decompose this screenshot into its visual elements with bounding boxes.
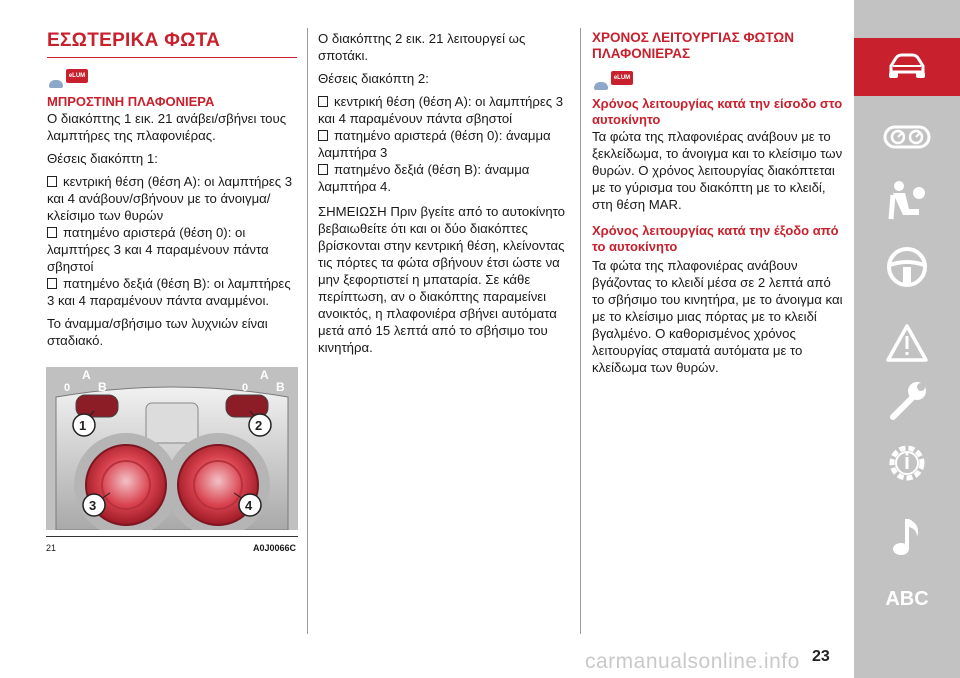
sidebar-item-multimedia[interactable] xyxy=(854,508,960,566)
chapter-sidebar xyxy=(854,0,960,678)
bullet-item: κεντρική θέση (θέση Α): οι λαμπτήρες 3 και 4 ανάβουν/σβήνουν με το άνοιγμα/κλείσιμο των θυρών xyxy=(47,173,297,224)
abc-index-label: ABC xyxy=(885,587,929,610)
sidebar-item-index[interactable] xyxy=(854,570,960,628)
dashboard-gauges-icon xyxy=(883,124,931,150)
ceiling-light-figure xyxy=(46,367,298,530)
sidebar-item-driving[interactable] xyxy=(854,238,960,296)
column-left xyxy=(47,30,297,355)
figure-number: 21 xyxy=(46,543,57,553)
callout-4: 4 xyxy=(245,498,253,513)
music-note-icon xyxy=(887,515,927,559)
bullet-item: πατημένο δεξιά (θέση Β): άναμμα λαμπτήρα 4. xyxy=(318,161,570,195)
bullet-item: πατημένο δεξιά (θέση Β): οι λαμπτήρες 3 και 4 παραμένουν πάντα αναμμένοι. xyxy=(47,275,297,309)
subsection-title: Χρόνος λειτουργίας κατά την είσοδο στο αυτοκίνητο xyxy=(592,96,843,127)
paragraph: Το άναμμα/σβήσιμο των λυχνιών είναι σταδιακό. xyxy=(47,316,268,348)
ceiling-light-illustration xyxy=(46,367,298,530)
column-divider xyxy=(580,28,581,634)
section-title: ΧΡΟΝΟΣ ΛΕΙΤΟΥΡΓΙΑΣ ΦΩΤΩΝ ΠΛΑΦΟΝΙΕΡΑΣ xyxy=(592,30,794,61)
steering-wheel-icon xyxy=(885,245,929,289)
page-number: 23 xyxy=(812,648,830,665)
technical-data-gear-icon xyxy=(885,441,929,485)
label-a-left: A xyxy=(82,368,91,382)
label-zero-left: 0 xyxy=(64,382,71,394)
column-right xyxy=(592,30,844,382)
paragraph: Θέσεις διακόπτη 2: xyxy=(318,71,429,86)
elum-tag: eLUM xyxy=(611,71,633,85)
label-b-left: B xyxy=(98,380,107,394)
callout-2: 2 xyxy=(255,418,263,433)
section-title: ΕΣΩΤΕΡΙΚΑ ΦΩΤΑ xyxy=(47,30,297,58)
paragraph: Θέσεις διακόπτη 1: xyxy=(47,151,158,166)
subsection-title: Χρόνος λειτουργίας κατά την έξοδο από το αυτοκίνητο xyxy=(592,223,839,254)
wrench-icon xyxy=(885,379,929,423)
sidebar-item-emergency[interactable] xyxy=(854,314,960,372)
car-icon xyxy=(49,80,63,88)
paragraph: Ο διακόπτης 2 εικ. 21 λειτουργεί ως σποτάκι. xyxy=(318,31,526,63)
sidebar-item-car[interactable] xyxy=(854,38,960,96)
car-icon xyxy=(885,52,929,82)
seatbelt-passenger-icon xyxy=(885,179,929,223)
callout-3: 3 xyxy=(89,498,97,513)
label-zero-right: 0 xyxy=(242,382,249,394)
paragraph: Τα φώτα της πλαφονιέρας ανάβουν βγάζοντας το κλειδί μέσα σε 2 λεπτά από το σβήσιμο του κινητήρα, με το άνοιγμα και με το κλείσιμο μιας πόρτας με το κλειδί βγαλμένο. Ο καθορισμένος χρόνος λειτουργίας σταματά αυτόματα με το κλείδωμα των θυρών. xyxy=(592,258,843,375)
bullet-item: κεντρική θέση (θέση Α): οι λαμπτήρες 3 και 4 παραμένουν πάντα σβηστοί xyxy=(318,93,570,127)
paragraph: Ο διακόπτης 1 εικ. 21 ανάβει/σβήνει τους λαμπτήρες της πλαφονιέρας. xyxy=(47,111,287,143)
car-icon xyxy=(594,82,608,90)
figure-reference: A0J0066C xyxy=(252,543,296,553)
elum-badge xyxy=(49,68,297,88)
watermark: carmanualsonline.info xyxy=(585,650,800,673)
bullet-item: πατημένο αριστερά (θέση 0): άναμμα λαμπτήρα 3 xyxy=(318,127,570,161)
sidebar-item-maintenance[interactable] xyxy=(854,372,960,430)
figure-caption xyxy=(46,536,298,553)
sidebar-item-dashboard[interactable] xyxy=(854,108,960,166)
column-divider xyxy=(307,28,308,634)
warning-triangle-icon xyxy=(885,323,929,363)
elum-badge xyxy=(594,70,844,90)
bullet-item: πατημένο αριστερά (θέση 0): οι λαμπτήρες 3 και 4 παραμένουν πάντα σβηστοί xyxy=(47,224,297,275)
sidebar-item-safety[interactable] xyxy=(854,172,960,230)
note-paragraph: ΣΗΜΕΙΩΣΗ Πριν βγείτε από το αυτοκίνητο βεβαιωθείτε ότι και οι δύο διακόπτες βρίσκονται στην κεντρική θέση, κλείνοντας τις πόρτες τα φώτα σβήνουν έτσι ώστε να μην ξεφορτιστεί η μπαταρία. Σε κάθε περίπτωση, αν ο διακόπτης παραμείνει ανοικτός, η πλαφονιέρα σβήνει αυτόματα μετά από 15 λεπτά από το σβήσιμο του κινητήρα. xyxy=(318,204,566,355)
subsection-title: ΜΠΡΟΣΤΙΝΗ ΠΛΑΦΟΝΙΕΡΑ xyxy=(47,94,215,109)
sidebar-item-technical-data[interactable] xyxy=(854,434,960,492)
callout-1: 1 xyxy=(79,418,87,433)
elum-tag: eLUM xyxy=(66,69,88,83)
paragraph: Τα φώτα της πλαφονιέρας ανάβουν με το ξεκλείδωμα, το άνοιγμα και το κλείσιμο των θυρών. Ο χρόνος λειτουργίας διακόπτεται με το γύρισμα του διακόπτη με το κλειδί, στη θέση MAR. xyxy=(592,129,843,212)
column-middle xyxy=(318,30,570,362)
label-a-right: A xyxy=(260,368,269,382)
label-b-right: B xyxy=(276,380,285,394)
